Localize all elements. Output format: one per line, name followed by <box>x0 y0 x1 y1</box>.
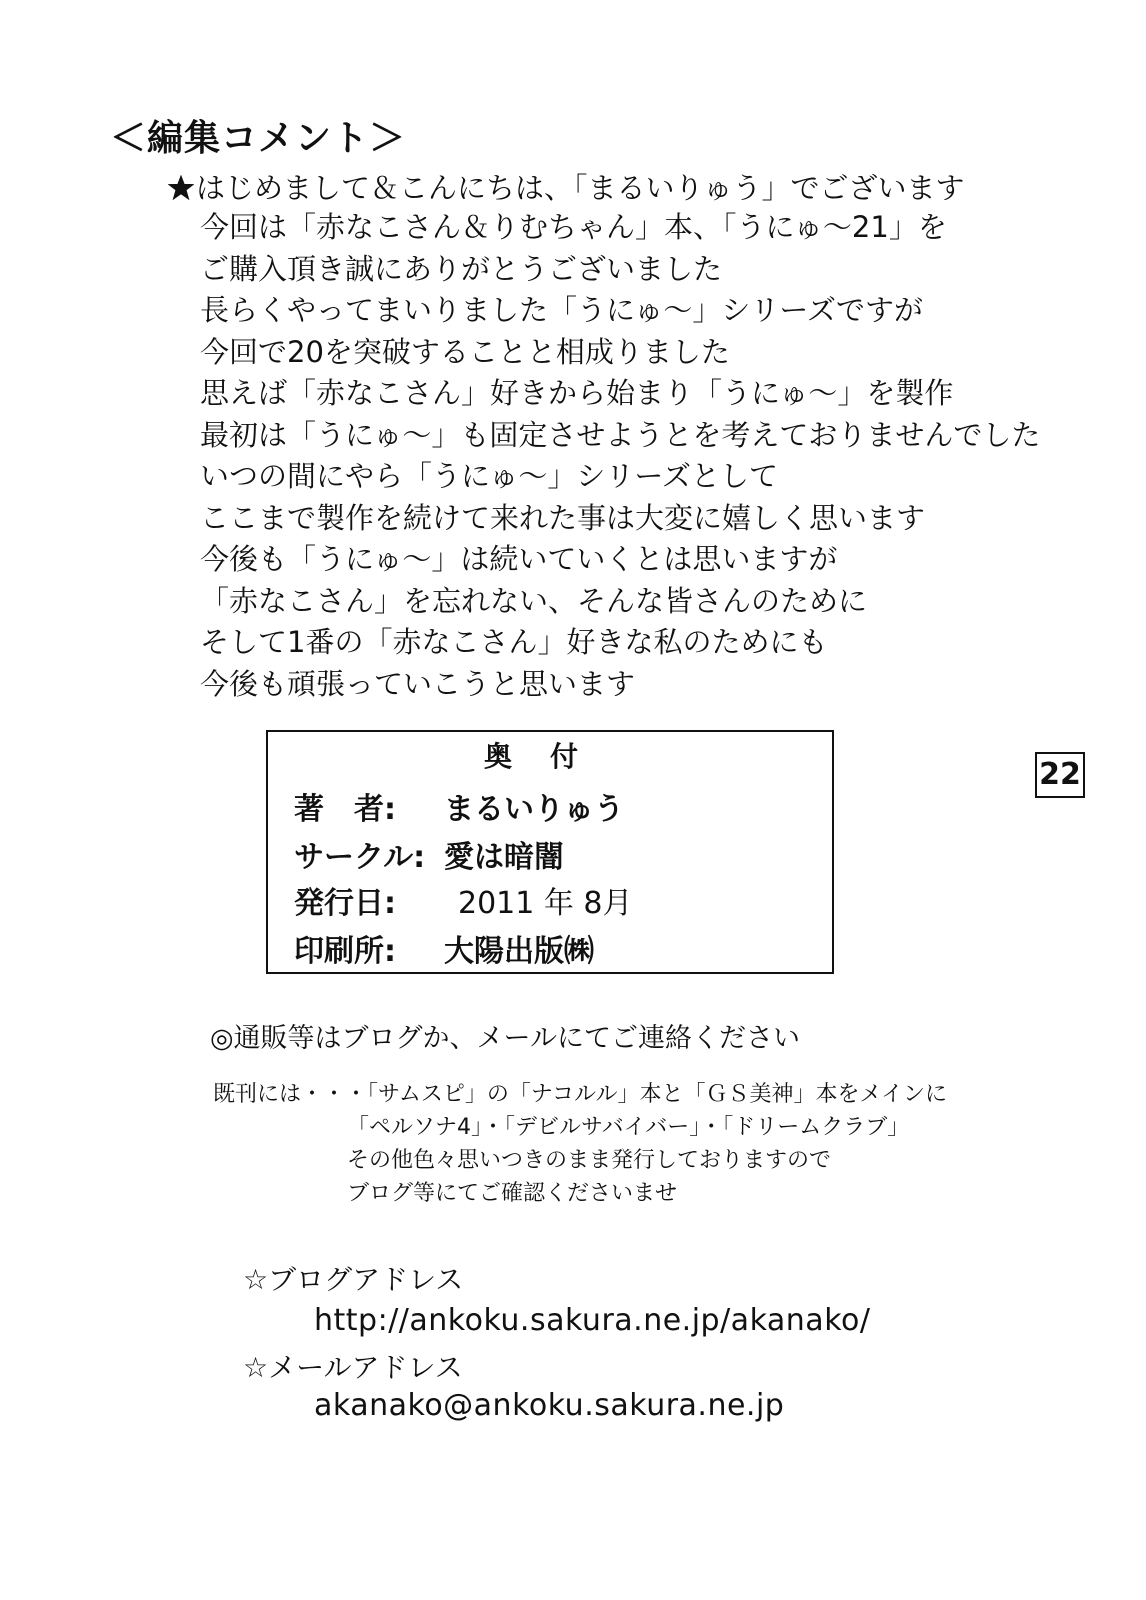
colophon-row-author <box>294 784 624 828</box>
blog-url-link[interactable]: http://ankoku.sakura.ne.jp/akanako/ <box>314 1303 871 1338</box>
intro-line: 長らくやってまいりました「うにゅ～」シリーズですが <box>200 293 923 327</box>
intro-line: 今回は「赤なこさん＆りむちゃん」本、「うにゅ～21」を <box>200 210 947 244</box>
intro-line: ここまで製作を続けて来れた事は大変に嬉しく思います <box>200 500 926 535</box>
blog-address-label: ☆ブログアドレス <box>243 1263 464 1296</box>
page-number: 22 <box>1035 752 1085 798</box>
page-heading: ＜編集コメント＞ <box>110 118 407 159</box>
intro-line: 「赤なこさん」を忘れない、そんな皆さんのために <box>200 583 868 618</box>
colophon-value: 愛は暗闇 <box>444 840 564 875</box>
mail-address-link[interactable]: akanako@ankoku.sakura.ne.jp <box>314 1388 785 1423</box>
intro-paragraph <box>200 207 1040 705</box>
intro-line: ご購入頂き誠にありがとうございました <box>200 251 723 286</box>
colophon-label: 印刷所: <box>294 934 396 969</box>
colophon-label: 著 者: <box>294 792 396 827</box>
back-issues-line: その他色々思いつきのまま発行しておりますので <box>347 1148 832 1173</box>
intro-line: そして1番の「赤なこさん」好きな私のためにも <box>200 625 828 659</box>
intro-first-text: はじめまして＆こんにちは、「まるいりゅう」でございます <box>196 171 965 205</box>
back-issues-paragraph <box>213 1078 947 1210</box>
colophon-label: サークル: <box>294 840 426 875</box>
contact-note: ◎通販等はブログか、メールにてご連絡ください <box>210 1023 801 1054</box>
intro-line: 最初は「うにゅ～」も固定させようとを考えておりませんでした <box>200 417 1041 452</box>
intro-line: いつの間にやら「うにゅ～」シリーズとして <box>200 459 778 493</box>
intro-line: 今回で20を突破することと相成りました <box>200 334 730 369</box>
colophon-title: 奥付 <box>483 740 616 773</box>
colophon-value: 大陽出版㈱ <box>444 934 594 969</box>
intro-line: 今後も頑張っていこうと思います <box>200 666 636 701</box>
intro-first-line <box>168 166 965 207</box>
colophon-box <box>266 730 834 974</box>
intro-line: 思えば「赤なこさん」好きから始まり「うにゅ～」を製作 <box>200 376 954 410</box>
star-icon <box>168 175 194 201</box>
back-issues-line: ブログ等にてご確認くださいませ <box>347 1181 678 1206</box>
mail-address-label: ☆メールアドレス <box>243 1351 463 1384</box>
colophon-value: まるいりゅう <box>444 792 624 827</box>
colophon-row-date <box>294 878 633 922</box>
colophon-row-printer <box>294 926 594 970</box>
colophon-row-circle <box>294 832 564 876</box>
colophon-label: 発行日: <box>294 886 396 921</box>
back-issues-line: 「ペルソナ4」・「デビルサバイバー」・「ドリームクラブ」 <box>347 1115 910 1140</box>
colophon-value: 2011 年 8月 <box>458 886 633 921</box>
back-issues-line: 既刊には・・・「サムスピ」の「ナコルル」本と「ＧＳ美神」本をメインに <box>213 1082 948 1107</box>
intro-line: 今後も「うにゅ～」は続いていくとは思いますが <box>200 542 838 576</box>
